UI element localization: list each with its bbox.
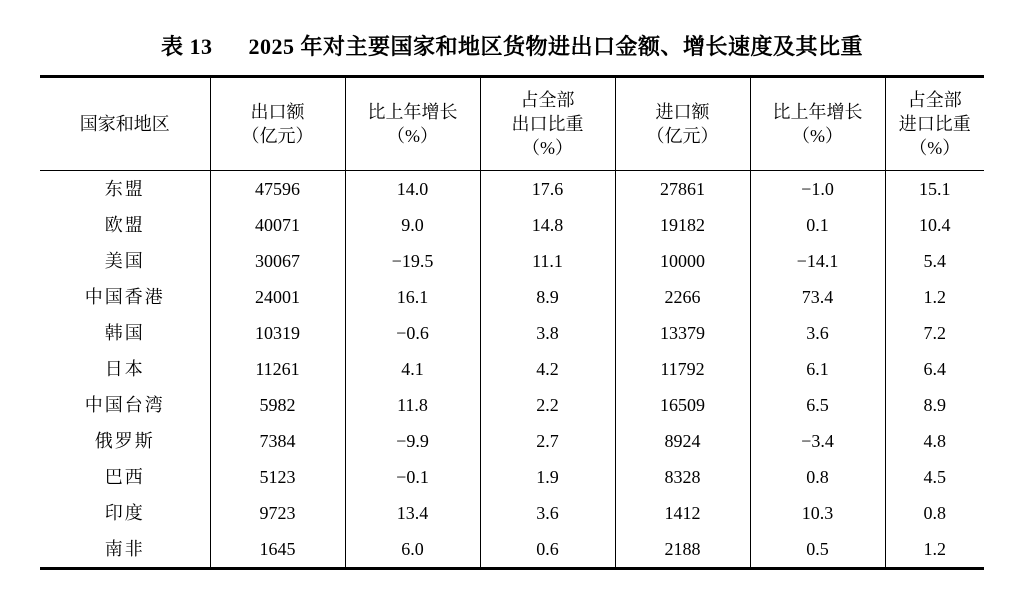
cell-export-value: 11261: [210, 351, 345, 387]
table-title-number: 13: [189, 34, 213, 59]
cell-export-share: 1.9: [480, 459, 615, 495]
header-import-growth: [750, 78, 885, 170]
header-import-value-line2: （亿元）: [646, 126, 719, 146]
table-row: [40, 279, 984, 315]
table-row: [40, 495, 984, 531]
cell-export-share: 2.2: [480, 387, 615, 423]
header-export-share-line2: 出口比重: [511, 113, 584, 134]
cell-country: 印度: [40, 495, 210, 531]
cell-import-share: 4.8: [885, 423, 984, 459]
cell-export-value: 5123: [210, 459, 345, 495]
cell-export-value: 5982: [210, 387, 345, 423]
table-row: [40, 423, 984, 459]
cell-import-value: 2188: [615, 531, 750, 567]
cell-import-growth: 0.5: [750, 531, 885, 567]
header-import-growth-line2: （%）: [792, 126, 843, 146]
cell-import-value: 16509: [615, 387, 750, 423]
header-import-share-line2: 进口比重: [898, 113, 971, 134]
cell-export-value: 10319: [210, 315, 345, 351]
cell-import-share: 15.1: [885, 171, 984, 207]
header-export-share-line1: 占全部: [520, 89, 575, 110]
cell-export-growth: −0.1: [345, 459, 480, 495]
cell-import-growth: 3.6: [750, 315, 885, 351]
header-export-share: [480, 78, 615, 170]
cell-export-growth: 11.8: [345, 387, 480, 423]
cell-export-growth: 4.1: [345, 351, 480, 387]
header-export-value: [210, 78, 345, 170]
cell-country: 中国台湾: [40, 387, 210, 423]
header-export-growth-line1: 比上年增长: [367, 101, 458, 122]
header-import-share-line3: （%）: [909, 138, 961, 159]
header-country: [40, 78, 210, 170]
table-title-text: 2025 年对主要国家和地区货物进出口金额、增长速度及其比重: [248, 34, 864, 59]
cell-export-share: 8.9: [480, 279, 615, 315]
cell-export-share: 17.6: [480, 171, 615, 207]
cell-import-share: 5.4: [885, 243, 984, 279]
cell-export-growth: 16.1: [345, 279, 480, 315]
table-bottom-rule: [40, 567, 984, 570]
cell-import-value: 13379: [615, 315, 750, 351]
cell-export-growth: −0.6: [345, 315, 480, 351]
cell-import-growth: 6.5: [750, 387, 885, 423]
cell-country: 中国香港: [40, 279, 210, 315]
cell-export-growth: 13.4: [345, 495, 480, 531]
cell-country: 巴西: [40, 459, 210, 495]
table-header-row: [40, 78, 984, 170]
cell-import-value: 1412: [615, 495, 750, 531]
cell-import-value: 10000: [615, 243, 750, 279]
cell-export-share: 3.6: [480, 495, 615, 531]
header-import-share-line1: 占全部: [907, 89, 962, 110]
cell-import-value: 8328: [615, 459, 750, 495]
cell-export-growth: −19.5: [345, 243, 480, 279]
cell-export-value: 24001: [210, 279, 345, 315]
cell-import-growth: 0.8: [750, 459, 885, 495]
cell-import-share: 4.5: [885, 459, 984, 495]
header-country-line1: 国家和地区: [79, 113, 170, 134]
cell-country: 俄罗斯: [40, 423, 210, 459]
cell-import-share: 0.8: [885, 495, 984, 531]
cell-import-value: 2266: [615, 279, 750, 315]
cell-import-growth: 6.1: [750, 351, 885, 387]
table-row: [40, 351, 984, 387]
cell-export-value: 40071: [210, 207, 345, 243]
table-row: [40, 387, 984, 423]
header-export-value-line2: （亿元）: [241, 126, 314, 146]
cell-export-share: 14.8: [480, 207, 615, 243]
table-row: [40, 171, 984, 207]
cell-import-value: 8924: [615, 423, 750, 459]
cell-import-growth: 10.3: [750, 495, 885, 531]
cell-export-growth: 6.0: [345, 531, 480, 567]
cell-import-share: 8.9: [885, 387, 984, 423]
cell-export-share: 11.1: [480, 243, 615, 279]
cell-import-growth: −1.0: [750, 171, 885, 207]
cell-export-value: 7384: [210, 423, 345, 459]
cell-country: 南非: [40, 531, 210, 567]
cell-import-value: 27861: [615, 171, 750, 207]
cell-export-value: 30067: [210, 243, 345, 279]
trade-by-country-table: [40, 78, 984, 170]
cell-export-value: 1645: [210, 531, 345, 567]
table-row: [40, 531, 984, 567]
table-row: [40, 315, 984, 351]
cell-import-share: 7.2: [885, 315, 984, 351]
cell-import-growth: 73.4: [750, 279, 885, 315]
cell-import-share: 1.2: [885, 279, 984, 315]
table-row: [40, 459, 984, 495]
header-export-value-line1: 出口额: [250, 101, 305, 122]
cell-import-value: 11792: [615, 351, 750, 387]
header-import-growth-line1: 比上年增长: [772, 101, 863, 122]
trade-by-country-body: [40, 171, 984, 567]
header-import-share: [885, 78, 984, 170]
header-export-share-line3: （%）: [522, 138, 573, 159]
cell-export-share: 3.8: [480, 315, 615, 351]
table-row: [40, 207, 984, 243]
cell-country: 韩国: [40, 315, 210, 351]
cell-export-value: 9723: [210, 495, 345, 531]
cell-export-share: 0.6: [480, 531, 615, 567]
header-import-value-line1: 进口额: [655, 101, 710, 122]
cell-country: 欧盟: [40, 207, 210, 243]
cell-import-growth: −14.1: [750, 243, 885, 279]
cell-import-growth: −3.4: [750, 423, 885, 459]
table-title: [0, 0, 1024, 75]
header-import-value: [615, 78, 750, 170]
cell-export-growth: −9.9: [345, 423, 480, 459]
cell-country: 美国: [40, 243, 210, 279]
table-title-prefix: 表: [160, 34, 184, 59]
cell-country: 日本: [40, 351, 210, 387]
cell-export-share: 2.7: [480, 423, 615, 459]
cell-export-share: 4.2: [480, 351, 615, 387]
cell-import-share: 10.4: [885, 207, 984, 243]
cell-import-share: 1.2: [885, 531, 984, 567]
cell-export-value: 47596: [210, 171, 345, 207]
cell-import-share: 6.4: [885, 351, 984, 387]
cell-export-growth: 14.0: [345, 171, 480, 207]
header-export-growth-line2: （%）: [387, 126, 438, 146]
header-export-growth: [345, 78, 480, 170]
cell-import-growth: 0.1: [750, 207, 885, 243]
table-row: [40, 243, 984, 279]
cell-import-value: 19182: [615, 207, 750, 243]
cell-country: 东盟: [40, 171, 210, 207]
cell-export-growth: 9.0: [345, 207, 480, 243]
